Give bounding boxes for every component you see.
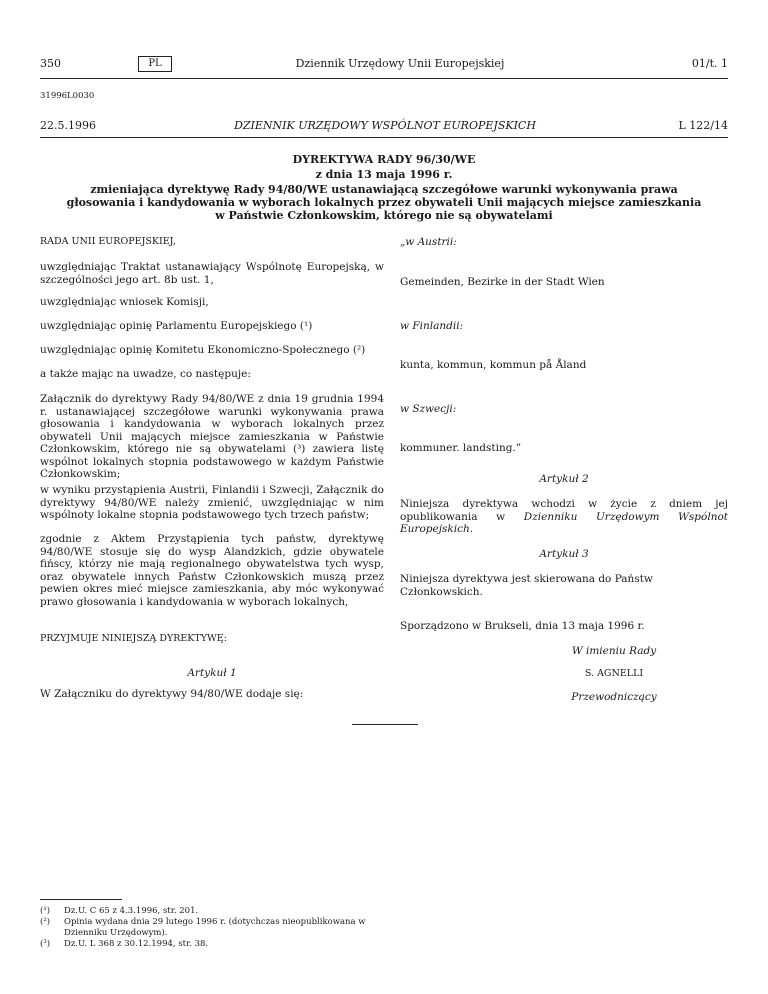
- footnote-text: Opinia wydana dnia 29 lutego 1996 r. (dotychczas nieopublikowana w Dzienniku Urzędowym).: [64, 917, 366, 938]
- footnote-text: Dz.U. C 65 z 4.3.1996, str. 201.: [64, 906, 199, 916]
- footnote-mark: (³): [40, 939, 51, 949]
- header-rule: [40, 78, 728, 79]
- austria-entities: Gemeinden, Bezirke in der Stadt Wien: [400, 276, 605, 288]
- on-behalf-of-council: W imieniu Rady: [571, 645, 657, 657]
- adopts-heading: PRZYJMUJE NINIEJSZĄ DYREKTYWĘ:: [40, 633, 227, 644]
- directive-date: z dnia 13 maja 1996 r.: [315, 168, 453, 181]
- directive-subject-line-2: głosowania i kandydowania w wyborach lokalnych przez obywateli Unii mających miejsce zamieszkania: [66, 196, 702, 209]
- article-1-heading: Artykuł 1: [187, 667, 237, 679]
- recital-parliament: uwzględniając opinię Parlamentu Europejskiego (¹): [40, 320, 313, 332]
- sweden-entities: kommuner. landsting.”: [400, 442, 522, 454]
- old-journal-name: DZIENNIK URZĘDOWY WSPÓLNOT EUROPEJSKICH: [234, 119, 536, 132]
- directive-subject-line-3: w Państwie Członkowskim, którego nie są obywatelami: [215, 209, 553, 222]
- volume-number: 01/t. 1: [691, 57, 728, 70]
- sweden-label: w Szwecji:: [400, 403, 457, 415]
- journal-name: Dziennik Urzędowy Unii Europejskiej: [295, 57, 505, 70]
- council-heading: RADA UNII EUROPEJSKIEJ,: [40, 236, 176, 247]
- article-2-text: Niniejsza dyrektywa wchodzi w życie z dniem jej opublikowania w Dzienniku Urzędowym Wspólnot Europejskich.: [400, 498, 728, 535]
- signatory-role: Przewodniczący: [571, 691, 657, 703]
- directive-title: DYREKTYWA RADY 96/30/WE: [292, 153, 476, 166]
- language-badge: PL: [138, 56, 172, 72]
- footnote-rule: [40, 899, 122, 900]
- celex-number: 31996L0030: [40, 91, 95, 101]
- finland-label: w Finlandii:: [400, 320, 464, 332]
- publication-date: 22.5.1996: [40, 119, 96, 132]
- article-1-text: W Załączniku do dyrektywy 94/80/WE dodaje się:: [40, 688, 304, 700]
- whereas-paragraph-3: zgodnie z Aktem Przystąpienia tych państw, dyrektywę 94/80/WE stosuje się do wysp Alandzkich, gdzie obywatele fińscy, którzy nie mają regionalnego obywatelstwa tych wysp, oraz obywatele innych Państw Członkowskich muszą przez pewien okres mieć miejsce zamieszkania, aby móc wykonywać prawo głosowania i kandydowania w wyborach lokalnych,: [40, 533, 384, 608]
- austria-label: „w Austrii:: [400, 236, 457, 248]
- journal-reference: L 122/14: [678, 119, 728, 132]
- recital-commission: uwzględniając wniosek Komisji,: [40, 296, 209, 308]
- done-at: Sporządzono w Brukseli, dnia 13 maja 1996 r.: [400, 620, 645, 632]
- recital-esc: uwzględniając opinię Komitetu Ekonomiczno-Społecznego (²): [40, 344, 366, 356]
- end-of-text-rule: [352, 724, 418, 725]
- article-3-text: Niniejsza dyrektywa jest skierowana do Państw Członkowskich.: [400, 573, 653, 598]
- footnote-mark: (²): [40, 917, 51, 927]
- whereas-paragraph-1: Załącznik do dyrektywy Rady 94/80/WE z dnia 19 grudnia 1994 r. ustanawiającej szczegółowe warunki wykonywania prawa głosowania i kandydowania w wyborach lokalnych przez obywateli Unii mających miejsce zamieszkania w Państwie Członkowskim, którego nie są obywatelami (³) zawiera listę wspólnot lokalnych stopnia podstawowego w każdym Państwie Członkowskim;: [40, 393, 384, 480]
- page-number: 350: [40, 57, 61, 70]
- recital-whereas: a także mając na uwadze, co następuje:: [40, 368, 251, 380]
- recital-treaty: uwzględniając Traktat ustanawiający Wspólnotę Europejską, w szczególności jego art. 8b ust. 1,: [40, 261, 384, 286]
- article-3-heading: Artykuł 3: [539, 548, 589, 560]
- footnote-mark: (¹): [40, 906, 51, 916]
- footnote-text: Dz.U. L 368 z 30.12.1994, str. 38.: [64, 939, 209, 949]
- finland-entities: kunta, kommun, kommun på Åland: [400, 359, 587, 371]
- article-2-heading: Artykuł 2: [539, 473, 589, 485]
- whereas-paragraph-2: w wyniku przystąpienia Austrii, Finlandii i Szwecji, Załącznik do dyrektywy 94/80/WE należy zmienić, uwzględniając w nim wspólnoty lokalne stopnia podstawowego tych trzech państw;: [40, 484, 384, 521]
- signatory-name: S. AGNELLI: [584, 668, 644, 679]
- directive-subject-line-1: zmieniająca dyrektywę Rady 94/80/WE ustanawiającą szczegółowe warunki wykonywania prawa: [90, 183, 678, 196]
- subheader-rule: [40, 137, 728, 138]
